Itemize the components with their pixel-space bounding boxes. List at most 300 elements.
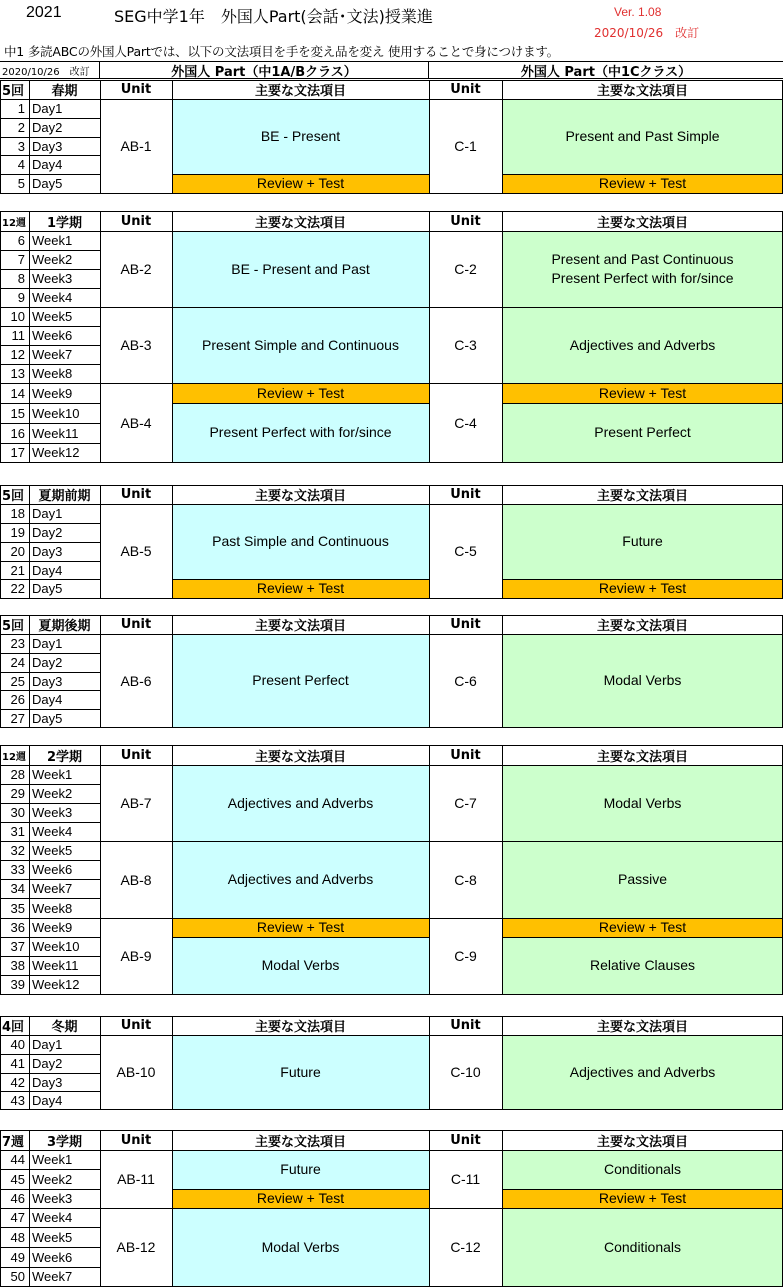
review-test-cell: Review + Test (172, 579, 429, 598)
header-bottom-line (0, 504, 783, 505)
column-line (100, 745, 101, 994)
grammar-topic-ab: Past Simple and Continuous (172, 504, 429, 579)
row-divider (0, 1189, 100, 1190)
unit-ab: AB-7 (120, 795, 152, 811)
lesson-label: Week5 (32, 843, 73, 858)
lesson-label: Week8 (32, 366, 73, 381)
column-line (0, 485, 1, 598)
unit-ab: AB-10 (116, 1064, 156, 1080)
column-line (429, 1016, 430, 1109)
row-divider (0, 672, 100, 673)
lesson-number: 26 (10, 692, 25, 707)
lesson-label: Day5 (32, 710, 63, 726)
grammar-topic-c: Relative Clauses (502, 937, 783, 994)
unit-header-ab: Unit (120, 213, 152, 229)
column-line (29, 615, 30, 727)
review-test-cell: Review + Test (172, 1189, 429, 1208)
topic-divider (502, 403, 783, 404)
row-divider (0, 841, 100, 842)
review-test-cell: Review + Test (502, 383, 783, 403)
section-term: 3学期 (46, 1134, 83, 1150)
unit-header-c: Unit (450, 487, 481, 502)
lesson-label: Week7 (32, 881, 73, 896)
grammar-topic-ab: Modal Verbs (172, 1208, 429, 1286)
unit-header-c: Unit (450, 617, 481, 632)
intro-text: 中1 多読ABCの外国人Partでは、以下の文法項目を手を変え品を変え 使用することで身につけます。 (4, 44, 559, 59)
row-divider (0, 709, 100, 710)
lesson-number: 37 (10, 939, 25, 954)
column-line (0, 1016, 1, 1109)
column-line (502, 211, 503, 462)
unit-c: C-8 (454, 871, 477, 888)
column-line (0, 80, 1, 193)
section-bottom-line (0, 193, 783, 194)
unit-header-ab: Unit (120, 82, 152, 97)
lesson-number: 50 (10, 1269, 25, 1284)
unit-ab: AB-5 (120, 543, 152, 559)
row-divider (0, 898, 100, 899)
row-divider (0, 403, 100, 404)
header-bottom-line (0, 765, 783, 766)
lesson-number: 31 (10, 824, 25, 839)
lesson-number: 5 (17, 176, 25, 191)
lesson-label: Week9 (32, 920, 73, 935)
grammar-topic-ab: Modal Verbs (172, 937, 429, 994)
block-divider (429, 1208, 502, 1209)
column-line (172, 1016, 173, 1109)
lesson-number: 42 (10, 1074, 25, 1090)
lesson-label: Day3 (32, 1074, 63, 1090)
column-line (172, 745, 173, 994)
row-divider (0, 443, 100, 444)
grammar-topic-c: Future (502, 504, 783, 579)
unit-c: C-2 (454, 261, 477, 277)
column-line (100, 80, 101, 193)
lesson-label: Week7 (32, 1269, 73, 1284)
lesson-label: Week7 (32, 347, 73, 362)
lesson-number: 1 (17, 101, 25, 116)
review-test-cell: Review + Test (172, 918, 429, 937)
topic-header-ab: 主要な文法項目 (254, 1134, 346, 1150)
column-line (172, 485, 173, 598)
lesson-label: Week1 (32, 233, 73, 248)
title-bar (0, 0, 783, 40)
lesson-number: 47 (10, 1210, 25, 1225)
column-line (429, 1130, 430, 1286)
lesson-number: 8 (17, 271, 25, 286)
row-divider (0, 423, 100, 424)
lesson-number: 29 (10, 786, 25, 801)
row-divider (0, 1267, 100, 1268)
row-divider (0, 250, 100, 251)
lesson-label: Day2 (32, 655, 63, 670)
lesson-number: 27 (10, 710, 25, 726)
lesson-label: Week11 (32, 425, 79, 441)
column-line (29, 211, 30, 462)
row-divider (0, 975, 100, 976)
column-line (100, 615, 101, 727)
unit-header-c: Unit (450, 1132, 481, 1148)
section-count: 12週 (2, 217, 26, 229)
column-line (172, 1130, 173, 1286)
lesson-label: Day5 (32, 176, 63, 191)
lesson-number: 46 (10, 1191, 25, 1206)
lesson-label: Week3 (32, 805, 73, 820)
grammar-topic-ab: Present Simple and Continuous (172, 307, 429, 383)
section-top-line (0, 211, 783, 212)
block-divider (100, 841, 172, 842)
row-divider (0, 288, 100, 289)
lesson-label: Week9 (32, 385, 73, 401)
lesson-number: 10 (10, 309, 25, 324)
lesson-number: 2 (17, 120, 25, 135)
grammar-topic-ab: Present Perfect with for/since (172, 403, 429, 462)
lesson-label: Day4 (32, 562, 63, 578)
header-bottom-line (0, 1035, 783, 1036)
lesson-number: 40 (10, 1037, 25, 1052)
topic-divider (172, 403, 429, 404)
grammar-topic-ab: Future (172, 1035, 429, 1109)
row-divider (0, 784, 100, 785)
grammar-topic-c: Conditionals (502, 1150, 783, 1189)
unit-header-ab: Unit (120, 617, 152, 632)
column-line (429, 615, 430, 727)
column-line (502, 1016, 503, 1109)
unit-c: C-9 (454, 948, 477, 964)
row-divider (0, 1169, 100, 1170)
column-line (502, 1130, 503, 1286)
row-divider (0, 1054, 100, 1055)
lesson-label: Week5 (32, 309, 73, 324)
lesson-number: 28 (10, 767, 25, 782)
column-line (429, 745, 430, 994)
column-line (0, 745, 1, 994)
block-divider (100, 383, 172, 384)
unit-ab: AB-3 (120, 337, 152, 353)
lesson-number: 41 (10, 1056, 25, 1071)
lesson-label: Week11 (32, 958, 79, 973)
column-line (29, 1016, 30, 1109)
lesson-number: 9 (17, 290, 25, 305)
unit-c: C-6 (454, 672, 477, 689)
section-term: 2学期 (46, 749, 83, 765)
topic-divider (502, 383, 783, 384)
section-top-line (0, 1016, 783, 1017)
column-line (0, 1130, 1, 1286)
topic-divider (172, 307, 429, 308)
topic-divider (502, 307, 783, 308)
lesson-label: Week12 (32, 977, 80, 992)
lesson-number: 49 (10, 1249, 25, 1265)
section-top-line (0, 485, 783, 486)
lesson-label: Week2 (32, 786, 73, 801)
section-count: 5回 (2, 84, 25, 99)
lesson-label: Week3 (32, 1191, 73, 1206)
topic-divider (172, 383, 429, 384)
year-label: 2021 (26, 4, 62, 21)
lesson-number: 33 (10, 862, 25, 877)
section-top-line (0, 745, 783, 746)
section-top-line (0, 1130, 783, 1131)
topic-divider (502, 841, 783, 842)
column-line (502, 745, 503, 994)
row-divider (0, 307, 100, 308)
lesson-label: Week2 (32, 252, 73, 267)
unit-header-ab: Unit (120, 1018, 152, 1033)
lesson-label: Day2 (32, 1056, 63, 1071)
section-count: 12週 (2, 751, 26, 763)
column-line (0, 211, 1, 462)
grammar-topic-c: Present and Past Continuous Present Perfect with for/since (502, 231, 783, 307)
grammar-topic-c: Present and Past Simple (502, 99, 783, 174)
section-top-line (0, 80, 783, 81)
topic-divider (172, 841, 429, 842)
grammar-topic-ab: Adjectives and Adverbs (172, 841, 429, 918)
section-term: 春期 (51, 84, 78, 99)
unit-c: C-11 (450, 1171, 481, 1187)
column-line (100, 1016, 101, 1109)
section-bottom-line (0, 727, 783, 728)
row-divider (0, 383, 100, 384)
topic-divider (172, 579, 429, 580)
section-count: 5回 (2, 489, 25, 504)
row-divider (0, 1227, 100, 1228)
row-divider (0, 803, 100, 804)
unit-ab: AB-4 (120, 414, 152, 431)
review-test-cell: Review + Test (502, 174, 783, 193)
grammar-topic-c: Conditionals (502, 1208, 783, 1286)
lesson-number: 21 (10, 562, 25, 578)
row-divider (0, 1247, 100, 1248)
section-bottom-line (0, 462, 783, 463)
lesson-label: Week12 (32, 445, 80, 460)
lesson-number: 24 (10, 655, 25, 670)
review-test-cell: Review + Test (502, 1189, 783, 1208)
unit-c: C-3 (454, 337, 477, 353)
lesson-label: Day2 (32, 525, 63, 540)
grammar-topic-ab: Adjectives and Adverbs (172, 765, 429, 841)
row-divider (0, 1091, 100, 1092)
revision-label: 2020/10/26 改訂 (594, 26, 700, 40)
section-count: 5回 (2, 619, 25, 634)
topic-divider (172, 1208, 429, 1209)
block-divider (100, 307, 172, 308)
unit-header-c: Unit (450, 213, 481, 229)
lesson-number: 25 (10, 673, 25, 689)
unit-header-ab: Unit (120, 747, 152, 763)
section-term: 夏期前期 (38, 489, 91, 504)
section-term: 冬期 (51, 1020, 78, 1035)
topic-header-c: 主要な文法項目 (596, 489, 688, 504)
header-bottom-line (0, 1150, 783, 1151)
row-divider (0, 690, 100, 691)
column-line (429, 211, 430, 462)
unit-header-c: Unit (450, 747, 481, 763)
column-line (100, 1130, 101, 1286)
unit-c: C-10 (450, 1064, 481, 1080)
block-divider (429, 307, 502, 308)
block-divider (429, 841, 502, 842)
grammar-topic-ab: Future (172, 1150, 429, 1189)
lesson-number: 32 (10, 843, 25, 858)
page-title: SEG中学1年 外国人Part(会話･文法)授業進 (114, 7, 433, 26)
row-divider (0, 523, 100, 524)
row-divider (0, 155, 100, 156)
lesson-label: Week4 (32, 1210, 73, 1225)
grammar-topic-c: Modal Verbs (502, 765, 783, 841)
topic-divider (502, 918, 783, 919)
row-divider (0, 937, 100, 938)
row-divider (0, 918, 100, 919)
topic-header-ab: 主要な文法項目 (254, 215, 346, 231)
block-divider (429, 383, 502, 384)
column-line (429, 80, 430, 193)
topic-divider (172, 918, 429, 919)
row-divider (0, 174, 100, 175)
header-bottom-line (0, 99, 783, 100)
unit-c: C-4 (454, 414, 477, 431)
topic-header-ab: 主要な文法項目 (254, 84, 346, 99)
lesson-label: Day4 (32, 1092, 63, 1108)
lesson-number: 22 (10, 581, 25, 596)
revision-date-small: 2020/10/26 改訂 (0, 62, 100, 79)
column-line (100, 485, 101, 598)
lesson-number: 30 (10, 805, 25, 820)
topic-header-c: 主要な文法項目 (596, 1134, 688, 1150)
lesson-label: Week4 (32, 290, 73, 305)
lesson-label: Day1 (32, 101, 63, 116)
row-divider (0, 579, 100, 580)
lesson-number: 35 (10, 900, 25, 916)
row-divider (0, 1208, 100, 1209)
column-line (29, 485, 30, 598)
row-divider (0, 860, 100, 861)
unit-ab: AB-12 (116, 1239, 156, 1255)
unit-c: C-12 (450, 1239, 481, 1255)
lesson-number: 43 (10, 1092, 25, 1108)
lesson-label: Day4 (32, 157, 63, 172)
lesson-label: Week3 (32, 271, 73, 286)
lesson-number: 20 (10, 544, 25, 559)
review-test-cell: Review + Test (172, 174, 429, 193)
lesson-number: 17 (10, 445, 25, 460)
unit-c: C-7 (454, 795, 477, 811)
section-bottom-line (0, 598, 783, 599)
column-line (0, 615, 1, 727)
lesson-number: 19 (10, 525, 25, 540)
unit-ab: AB-11 (117, 1171, 155, 1187)
lesson-number: 23 (10, 636, 25, 651)
unit-c: C-5 (454, 543, 477, 559)
column-line (29, 80, 30, 193)
column-line (172, 615, 173, 727)
column-line (29, 745, 30, 994)
lesson-label: Week6 (32, 862, 73, 877)
group-header-ab: 外国人 Part（中1A/Bクラス） (100, 62, 429, 79)
row-divider (0, 345, 100, 346)
row-divider (0, 561, 100, 562)
lesson-number: 13 (10, 366, 25, 381)
lesson-label: Week8 (32, 900, 73, 916)
section-count: 7週 (2, 1134, 25, 1150)
lesson-label: Day2 (32, 120, 63, 135)
grammar-topic-ab: BE - Present (172, 99, 429, 174)
row-divider (0, 653, 100, 654)
lesson-label: Week6 (32, 328, 73, 343)
column-line (429, 485, 430, 598)
topic-divider (502, 579, 783, 580)
column-line (29, 1130, 30, 1286)
lesson-label: Day3 (32, 138, 63, 154)
grammar-topic-c: Passive (502, 841, 783, 918)
topic-header-c: 主要な文法項目 (596, 215, 688, 231)
lesson-label: Week10 (32, 939, 80, 954)
lesson-label: Day1 (32, 506, 63, 521)
row-divider (0, 956, 100, 957)
version-label: Ver. 1.08 (614, 5, 662, 19)
group-header-c: 外国人 Part（中1Cクラス） (520, 65, 692, 79)
topic-header-c: 主要な文法項目 (596, 619, 688, 634)
section-term: 夏期後期 (38, 619, 91, 634)
row-divider (0, 1073, 100, 1074)
lesson-number: 45 (10, 1171, 25, 1187)
topic-divider (172, 1189, 429, 1190)
lesson-number: 44 (10, 1152, 25, 1167)
topic-header-c: 主要な文法項目 (596, 1020, 688, 1035)
unit-header-c: Unit (450, 82, 481, 97)
lesson-label: Day5 (32, 581, 63, 596)
lesson-label: Day1 (32, 636, 63, 651)
unit-ab: AB-9 (120, 948, 152, 964)
unit-ab: AB-1 (120, 138, 152, 154)
block-divider (100, 1208, 172, 1209)
unit-ab: AB-8 (120, 871, 152, 888)
lesson-number: 39 (10, 977, 25, 992)
section-bottom-line (0, 1109, 783, 1110)
topic-divider (502, 174, 783, 175)
section-count: 4回 (2, 1020, 25, 1035)
lesson-label: Week1 (32, 767, 73, 782)
unit-header-ab: Unit (120, 1132, 152, 1148)
unit-c: C-1 (454, 138, 477, 154)
column-line (502, 615, 503, 727)
lesson-number: 12 (10, 347, 25, 362)
unit-header-ab: Unit (120, 487, 152, 502)
topic-header-c: 主要な文法項目 (596, 84, 688, 99)
lesson-number: 38 (10, 958, 25, 973)
row-divider (0, 542, 100, 543)
block-divider (429, 918, 502, 919)
topic-header-ab: 主要な文法項目 (254, 749, 346, 765)
review-test-cell: Review + Test (502, 918, 783, 937)
row-divider (0, 118, 100, 119)
header-bottom-line (0, 634, 783, 635)
lesson-number: 11 (11, 328, 25, 343)
lesson-label: Week6 (32, 1249, 73, 1265)
column-line (502, 80, 503, 193)
header-bottom-line (0, 231, 783, 232)
row-divider (0, 137, 100, 138)
lesson-label: Week10 (32, 405, 80, 421)
block-divider (100, 918, 172, 919)
row-divider (0, 364, 100, 365)
row-divider (0, 326, 100, 327)
row-divider (0, 822, 100, 823)
grammar-topic-c: Modal Verbs (502, 634, 783, 727)
lesson-label: Week2 (32, 1171, 73, 1187)
review-test-cell: Review + Test (502, 579, 783, 598)
topic-divider (172, 174, 429, 175)
